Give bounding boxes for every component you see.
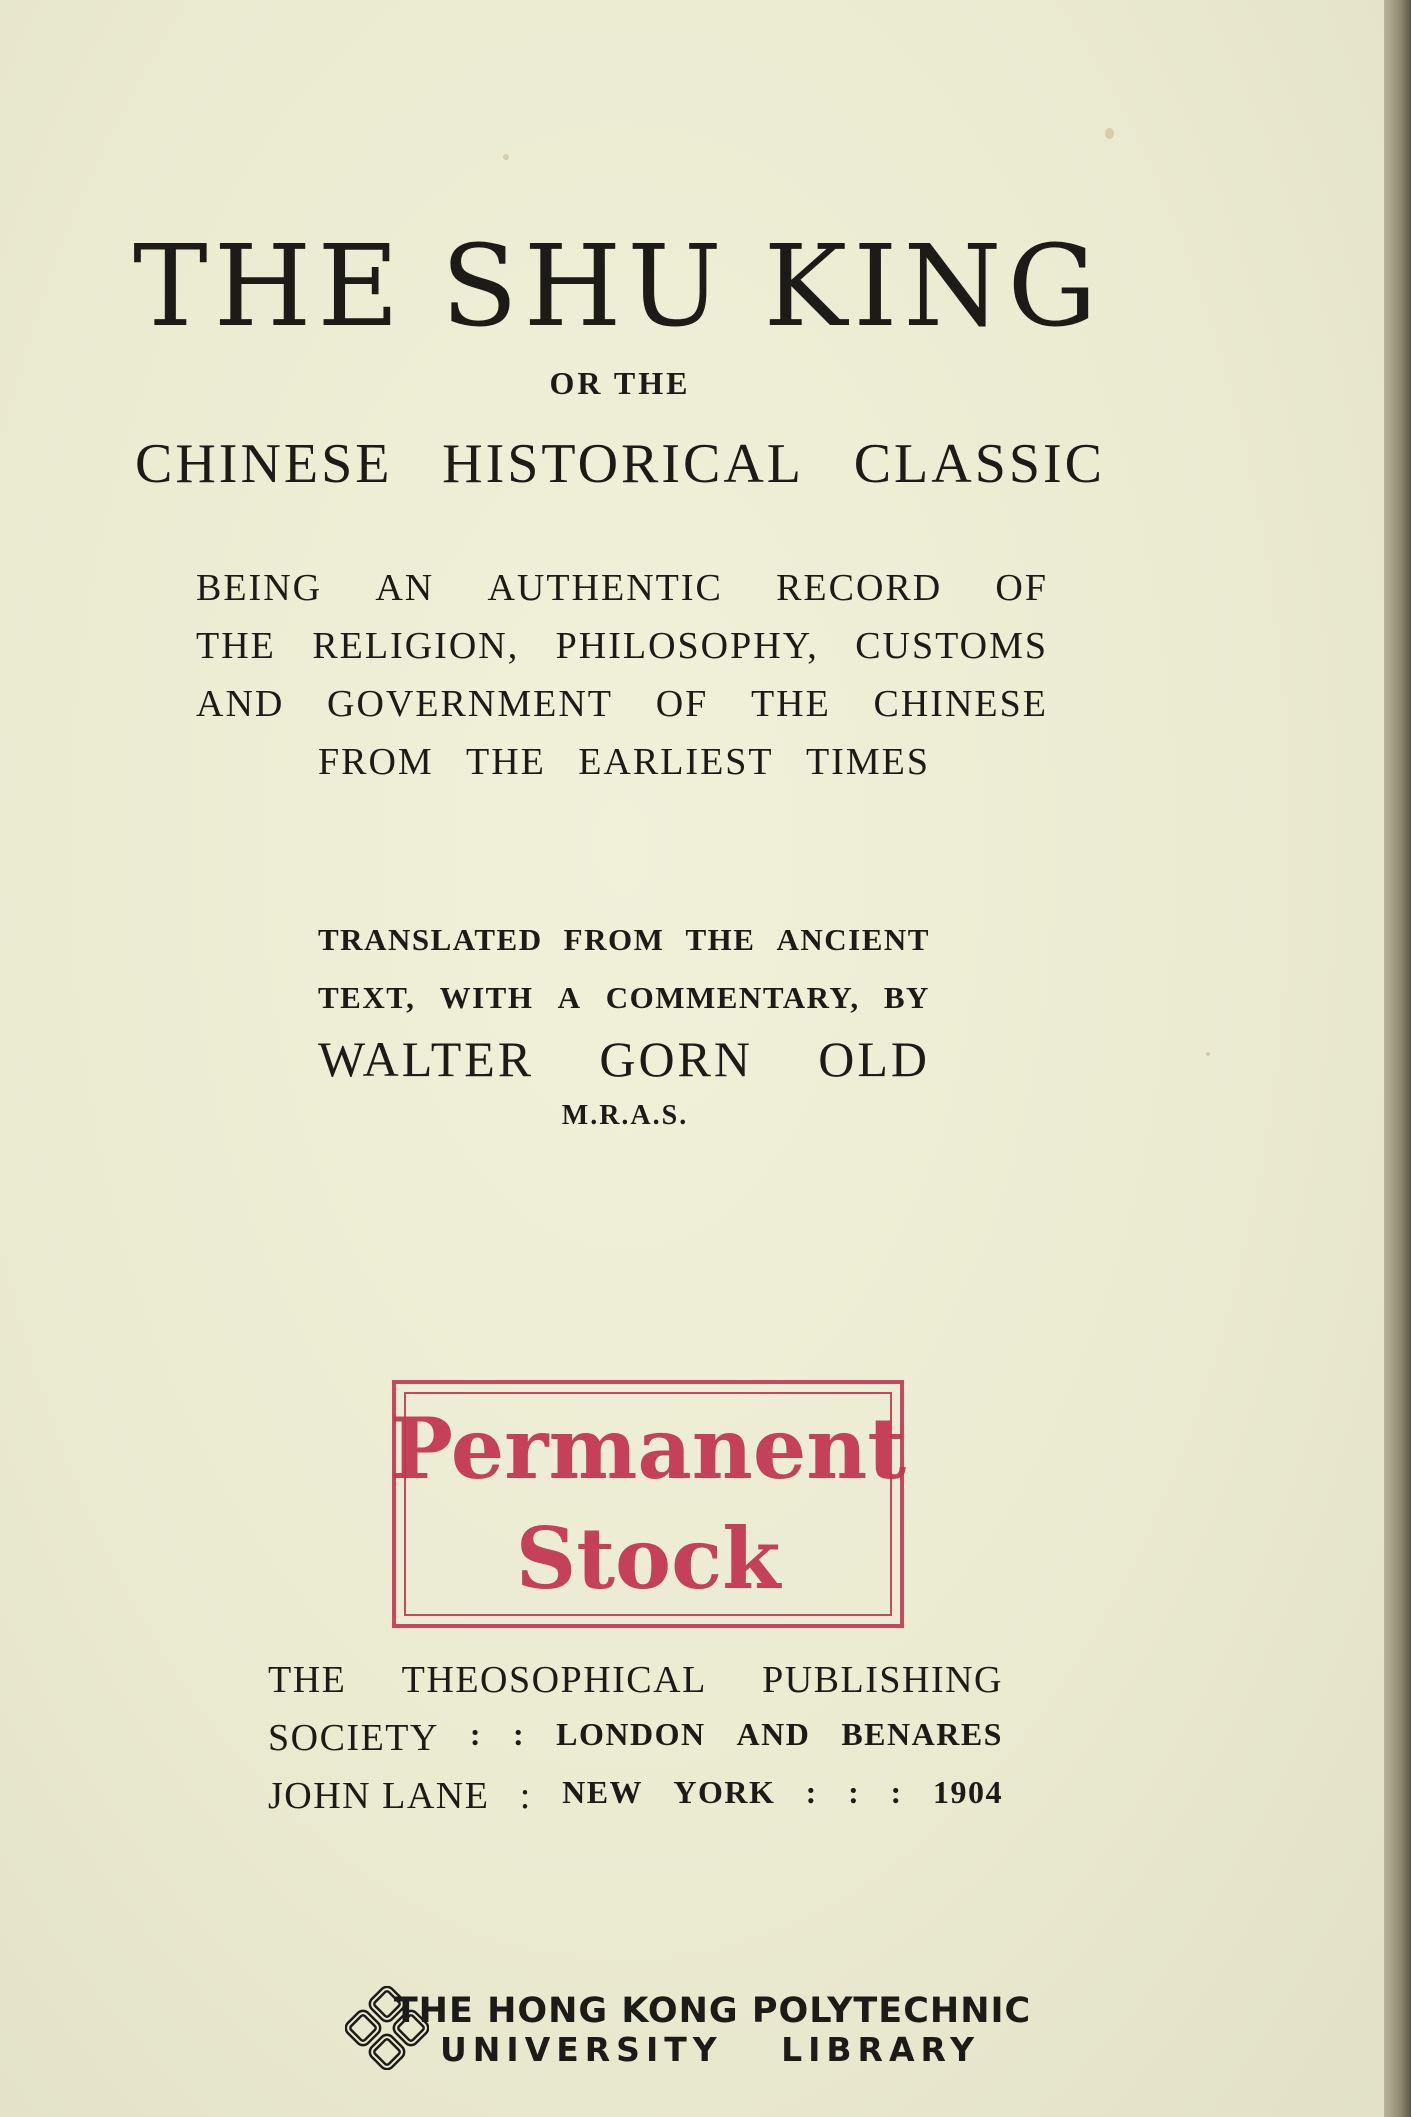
library-text: THE HONG KONG POLYTECHNIC — [393, 1991, 1032, 2031]
credentials-text: M.R.A.S. — [561, 1100, 689, 1131]
library-name-line2 — [440, 2030, 980, 2069]
word: NEW — [562, 1774, 644, 1810]
author-word: GORN — [599, 1031, 754, 1087]
word: RECORD — [776, 567, 943, 609]
library-name-line1 — [393, 1991, 1032, 2031]
title-word: SHU — [440, 222, 728, 352]
word: TIMES — [805, 741, 930, 783]
word: 1904 — [933, 1774, 1003, 1810]
translation-line — [318, 980, 930, 1016]
author-word: WALTER — [318, 1031, 535, 1087]
word: EARLIEST — [578, 741, 774, 783]
word: : — [848, 1774, 861, 1810]
word: BY — [883, 980, 930, 1015]
translation-line — [318, 922, 930, 958]
word: AN — [375, 567, 435, 609]
book-subtitle — [135, 432, 1105, 496]
word: YORK — [673, 1774, 776, 1810]
word: JOHN LANE — [268, 1775, 490, 1817]
word: CUSTOMS — [855, 625, 1048, 667]
stamp-text-line2: Stock — [515, 1509, 781, 1608]
word: THE — [268, 1659, 347, 1701]
word: SOCIETY — [268, 1717, 439, 1759]
publisher-line — [268, 1658, 1003, 1702]
book-title — [133, 222, 1103, 352]
word: FROM — [563, 922, 665, 957]
word: BENARES — [841, 1716, 1003, 1752]
word: WITH — [439, 980, 534, 1015]
author-name — [318, 1030, 930, 1088]
publisher-line — [268, 1716, 1003, 1760]
publisher-line — [268, 1774, 1003, 1818]
page-edge — [1384, 0, 1411, 2117]
author-word: OLD — [818, 1031, 930, 1087]
paper-spot — [1105, 128, 1114, 139]
word: : — [513, 1716, 526, 1752]
word: ANCIENT — [776, 922, 930, 957]
word: BEING — [196, 567, 323, 609]
word: OF — [655, 683, 709, 725]
library-text: LIBRARY — [781, 2030, 980, 2069]
word: PHILOSOPHY, — [555, 625, 819, 667]
word: A — [557, 980, 582, 1015]
word: LONDON — [556, 1716, 706, 1752]
title-connector — [400, 365, 840, 402]
word: FROM — [318, 741, 434, 783]
word: THE — [466, 741, 546, 783]
permanent-stock-stamp — [389, 1380, 907, 1628]
word: OF — [995, 567, 1048, 609]
word: : — [519, 1775, 532, 1817]
word: TRANSLATED — [318, 922, 543, 957]
subtitle-word: CLASSIC — [853, 433, 1105, 495]
word: : — [890, 1774, 903, 1810]
word: THEOSOPHICAL — [401, 1659, 707, 1701]
description-line — [318, 740, 930, 784]
subtitle-word: HISTORICAL — [442, 433, 805, 495]
word: RELIGION, — [312, 625, 520, 667]
word: TEXT, — [318, 980, 416, 1015]
word: AND — [196, 683, 285, 725]
library-text: UNIVERSITY — [440, 2030, 723, 2069]
word: COMMENTARY, — [605, 980, 860, 1015]
word: CHINESE — [873, 683, 1048, 725]
word: THE — [750, 683, 831, 725]
word: THE — [685, 922, 756, 957]
stamp-text-line1: Permanent — [389, 1399, 907, 1498]
author-credentials — [400, 1100, 850, 1132]
description-line — [196, 624, 1048, 668]
word: AND — [736, 1716, 811, 1752]
description-line — [196, 566, 1048, 610]
description-line — [196, 682, 1048, 726]
word: : — [805, 1774, 818, 1810]
paper-spot — [1206, 1052, 1210, 1056]
stamp-inner-frame — [389, 1392, 907, 1616]
word: GOVERNMENT — [327, 683, 613, 725]
word: : — [469, 1716, 483, 1752]
paper-spot — [503, 154, 509, 160]
connector-text: OR THE — [549, 365, 691, 401]
word: PUBLISHING — [762, 1659, 1003, 1701]
word: THE — [196, 625, 276, 667]
title-word: KING — [763, 222, 1103, 352]
title-word: THE — [133, 222, 406, 352]
word: AUTHENTIC — [487, 567, 723, 609]
subtitle-word: CHINESE — [135, 433, 393, 495]
